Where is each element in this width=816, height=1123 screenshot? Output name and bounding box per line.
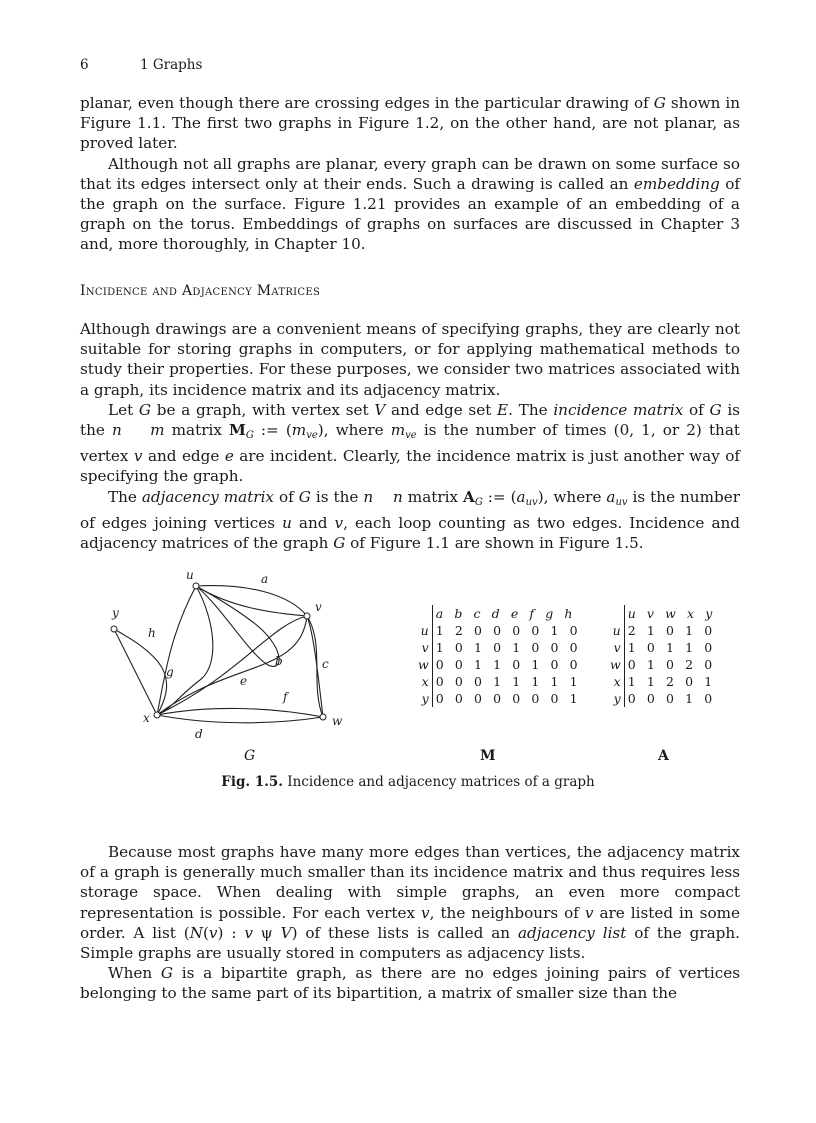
- paragraph-embedding: Although not all graphs are planar, every graph can be drawn on some surface so that its edges intersect only at their ends. Such a drawing is called an embedding of the graph on the surface. Figure 1.21 provides an example of an embedding of a graph on the torus. Embeddings of graphs on surfaces are discussed in Chapter 3 and, more thoroughly, in Chapter 10.: [80, 154, 741, 254]
- graph-label: G: [244, 748, 256, 764]
- edge-d: [157, 715, 323, 723]
- edge-label-h: h: [148, 626, 156, 640]
- vertex-x: [154, 712, 160, 718]
- table-row: [610, 639, 716, 656]
- table-row: [610, 690, 716, 707]
- vertex-w: [320, 714, 326, 720]
- edge-g: [157, 586, 196, 715]
- page-number: 6: [80, 57, 89, 73]
- caption-label: Fig. 1.5.: [221, 774, 283, 790]
- table-row: [610, 673, 716, 690]
- row-label: y: [610, 690, 624, 707]
- paragraph-planar: planar, even though there are crossing edges in the particular drawing of G shown in Figure 1.1. The first two graphs in Figure 1.2, on the other hand, are not planar, as proved later.: [80, 94, 740, 153]
- row-label: w: [610, 656, 624, 673]
- row-values: 1 0 1 1 0: [627, 640, 716, 655]
- adjacency-list-paragraphs: [80, 842, 740, 1004]
- vertex-label-u: u: [186, 568, 194, 582]
- paragraph-incidence: Let G be a graph, with vertex set V and edge set E. The incidence matrix of G is the n m matrix $M_G$ := $(m_{ve})$, where $m_{ve}$ is the number of times (0, 1, or 2) that vertex v and edge e are incident. Clearly, the incidence matrix is just another way of specifying the graph.: [80, 400, 741, 486]
- matrices-paragraphs: [80, 319, 740, 553]
- edge-yx-upper: [114, 629, 167, 715]
- row-label: w: [418, 656, 432, 673]
- vertex-v: [304, 613, 310, 619]
- paragraph-storage: Because most graphs have many more edges than vertices, the adjacency matrix of a graph is generally much smaller than its incidence matrix and thus requires less storage space. When dealing with simple graphs, an even more compact representation is possible. For each vertex v, the neighbours of v are listed in some order. A list (N(v) : v ψ V) of these lists is called an adjacency list of the graph. Simple graphs are usually stored in computers as adjacency lists.: [80, 843, 741, 963]
- row-values: 0 0 0 0 0 0 0 1: [435, 691, 582, 706]
- vertex-label-y: y: [112, 606, 119, 620]
- edge-a: [196, 586, 307, 616]
- adjacency-matrix: [610, 605, 716, 707]
- row-label: y: [418, 690, 432, 707]
- vertex-label-w: w: [332, 714, 343, 728]
- edge-label-d: d: [195, 727, 203, 741]
- paragraph-bipartite: When G is a bipartite graph, as there are no edges joining pairs of vertices belonging to the same part of its bipartition, a matrix of smaller size than the: [80, 964, 740, 1003]
- row-label: v: [418, 639, 432, 656]
- edge-label-f: f: [283, 690, 288, 704]
- edge-label-b: b: [275, 654, 283, 668]
- table-row: [418, 690, 581, 707]
- edge-label-c: c: [322, 657, 329, 671]
- graph-drawing: [100, 565, 360, 765]
- incidence-label: M: [480, 748, 496, 764]
- table-row: [418, 639, 581, 656]
- table-row: [418, 673, 581, 690]
- caption-text: Incidence and adjacency matrices of a graph: [283, 774, 595, 790]
- running-header: [80, 57, 203, 73]
- edge-uv-straight: [196, 586, 307, 616]
- row-values: 1 2 0 0 0 0 1 0: [435, 623, 582, 638]
- row-values: 0 0 0 1 0: [627, 691, 716, 706]
- row-values: 0 0 0 1 1 1 1 1: [435, 674, 582, 689]
- edge-label-g: g: [166, 665, 174, 679]
- table-row: [418, 656, 581, 673]
- row-values: 1 0 1 0 1 0 0 0: [435, 640, 582, 655]
- edge-label-a: a: [261, 572, 269, 586]
- row-values: 2 1 0 1 0: [627, 623, 716, 638]
- edge-label-e: e: [240, 674, 248, 688]
- incidence-header: a b c d e f g h: [435, 606, 577, 621]
- table-row: [610, 622, 716, 639]
- row-values: 1 1 2 0 1: [627, 674, 716, 689]
- vertex-y: [111, 626, 117, 632]
- table-row: [418, 622, 581, 639]
- adjacency-header: u v w x y: [627, 606, 716, 621]
- row-label: u: [418, 622, 432, 639]
- adjacency-label: A: [658, 748, 669, 764]
- vertex-label-v: v: [315, 600, 322, 614]
- figure-1-5: [100, 565, 740, 795]
- figure-caption: [0, 774, 816, 790]
- row-label: v: [610, 639, 624, 656]
- row-label: u: [610, 622, 624, 639]
- table-row: [610, 656, 716, 673]
- row-values: 0 0 1 1 0 1 0 0: [435, 657, 582, 672]
- chapter-title: 1 Graphs: [140, 57, 203, 73]
- paragraph-adjacency: The adjacency matrix of G is the n n matrix $A_G$ := $(a_{uv})$, where $a_{uv}$ is the number of edges joining vertices u and v, each loop counting as two edges. Incidence and adjacency matrices of the graph G of Figure 1.1 are shown in Figure 1.5.: [80, 487, 741, 553]
- incidence-matrix: [418, 605, 581, 707]
- edge-v-w-right: [307, 616, 323, 717]
- vertex-u: [193, 583, 199, 589]
- edge-c: [307, 616, 323, 717]
- row-label: x: [418, 673, 432, 690]
- paragraph-drawings: Although drawings are a convenient means of specifying graphs, they are clearly not suitable for storing graphs in computers, or for applying mathematical methods to study their properties. For these purposes, we consider two matrices associated with a graph, its incidence matrix and its adjacency matrix.: [80, 320, 740, 399]
- row-label: x: [610, 673, 624, 690]
- row-values: 0 1 0 2 0: [627, 657, 716, 672]
- section-heading: Incidence and Adjacency Matrices: [80, 283, 321, 299]
- edge-b: [196, 586, 279, 666]
- edge-f: [157, 708, 323, 717]
- intro-paragraphs: [80, 93, 740, 255]
- vertex-label-x: x: [143, 711, 150, 725]
